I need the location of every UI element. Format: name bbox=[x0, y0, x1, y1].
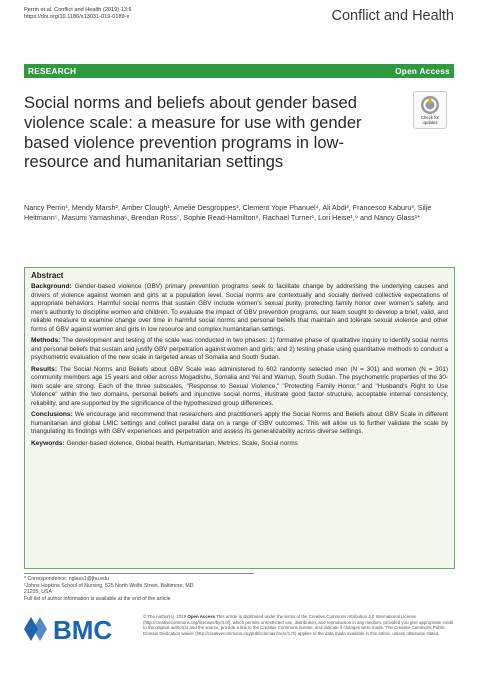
methods-label: Methods: bbox=[31, 337, 61, 345]
affiliation-line-2: 21205, USA bbox=[24, 589, 52, 596]
background-label: Background: bbox=[31, 283, 72, 291]
section-banner bbox=[24, 64, 454, 78]
citation-header bbox=[24, 7, 132, 21]
section-label: RESEARCH bbox=[28, 66, 77, 76]
abstract-box bbox=[24, 267, 455, 569]
check-updates-icon bbox=[420, 95, 440, 115]
correspondence-email[interactable]: * Correspondence: nglass1@jhu.edu bbox=[24, 576, 109, 582]
methods-text: The development and testing of the scale was conducted in two phases: 1) formative phase of qualitative inquiry to identify social norms and personal beliefs that sustain and justify GBV perpetration against women and girls; and 2) testing phase using quantitative methods to conduct a psychometric evaluation of the new scale in targeted areas of Somalia and South Sudan. bbox=[31, 337, 448, 362]
copyright-text: © The Author(s). 2019 bbox=[143, 614, 187, 619]
results-label: Results: bbox=[31, 365, 58, 373]
abstract-keywords bbox=[31, 440, 448, 448]
author-info-note: Full list of author information is available at the end of the article bbox=[24, 595, 171, 602]
abstract-background bbox=[31, 283, 448, 334]
keywords-label: Keywords: bbox=[31, 439, 65, 447]
results-text: The Social Norms and Beliefs about GBV Scale was administered to 602 randomly selected men (N = 301) and women (N = 301) community members age 15 years and older across Mogadishu, Somalia and Yei and Warrup, South Sudan. The psychometric properties of the 30-item scale are strong. Each of the three subscales, "Response to Sexual Violence," "Protecting Family Honor," and "Husband's Right to Use Violence" within the two domains, personal beliefs and injunctive social norms, illustrate good factor structure, acceptable internal consistency, reliability, and are supported by the significance of the hypothesized group differences. bbox=[31, 365, 449, 407]
bmc-logo bbox=[24, 615, 129, 648]
doi-link[interactable]: https://doi.org/10.1186/s13031-019-0189-x bbox=[24, 14, 130, 21]
open-access-label: Open Access bbox=[395, 66, 450, 76]
license-notice bbox=[143, 614, 455, 637]
abstract-heading: Abstract bbox=[31, 271, 64, 280]
article-title: Social norms and beliefs about gender based violence scale: a measure for use with gender based violence prevention programs in low-resource and humanitarian settings bbox=[24, 93, 362, 172]
affiliation-line-1: ¹Johns Hopkins School of Nursing, 525 North Wolfe Street, Baltimore, MD bbox=[24, 582, 194, 589]
abstract-conclusions bbox=[31, 411, 448, 436]
footnotes bbox=[24, 573, 254, 602]
open-access-tag: Open Access bbox=[187, 614, 216, 619]
abstract-methods bbox=[31, 337, 448, 362]
author-list: Nancy Perrin¹, Mendy Marsh², Amber Clough¹, Amelie Desgroppes³, Clement Yope Phanuel⁴, Ali Abdi³, Francesco Kaburu³, Silje Heitmann⁵, Masumi Yamashina⁶, Brendan Ross⁷, Sophie Read-Hamilton⁸, Rachael Turner¹, Lori Heise¹,⁹ and Nancy Glass¹* bbox=[24, 203, 432, 223]
background-text: Gender-based violence (GBV) primary prevention programs seek to facilitate change by addressing the underlying causes and drivers of violence against women and girls at a population level. Social norms are contextually and socially derived collective expectations of appropriate behaviors. Harmful social norms that sustain GBV include women's sexual purity, protecting family honor over women's safety, and men's authority to discipline women and children. To evaluate the impact of GBV prevention programs, our team sought to develop a brief, valid, and reliable measure to examine change over time in harmful social norms and personal beliefs that maintain and tolerate sexual violence and other forms of GBV against women and girls in low resource and complex humanitarian settings. bbox=[31, 283, 449, 333]
conclusions-label: Conclusions: bbox=[31, 411, 73, 419]
abstract-results bbox=[31, 366, 448, 408]
keywords-text: Gender-based violence, Global health, Humanitarian, Metrics, Scale, Social norms bbox=[66, 439, 298, 447]
check-updates-line-1: Check for bbox=[421, 115, 439, 120]
check-for-updates-button[interactable] bbox=[413, 91, 447, 129]
check-updates-line-2: updates bbox=[422, 119, 438, 125]
bmc-logo-text: BMC bbox=[53, 615, 113, 643]
license-text: This article is distributed under the terms of the Creative Commons Attribution 4.0 International License (http://creativecommons.org/licenses/by/4.0/), which permits unrestricted use, distribution, and reproduction in any medium, provided you give appropriate credit to the original author(s) and the source, provide a link to the Creative Commons license, and indicate if changes were made. The Creative Commons Public Domain Dedication waiver (http://creativecommons.org/publicdomain/zero/1.0/) applies to the data made available in this article, unless otherwise stated. bbox=[143, 614, 454, 637]
journal-title: Conflict and Health bbox=[331, 8, 454, 24]
check-updates-text bbox=[421, 116, 439, 126]
conclusions-text: We encourage and recommend that researchers and practitioners apply the Social Norms and Beliefs about GBV Scale in different humanitarian and global LMIC settings and collect parallel data on a range of GBV outcomes. This will allow us to further validate the scale by triangulating its findings with GBV experiences and perpetration and assess its generalizability across diverse settings. bbox=[31, 411, 448, 436]
citation-line-1: Perrin et al. Conflict and Health (2019) 13:6 bbox=[24, 7, 132, 13]
